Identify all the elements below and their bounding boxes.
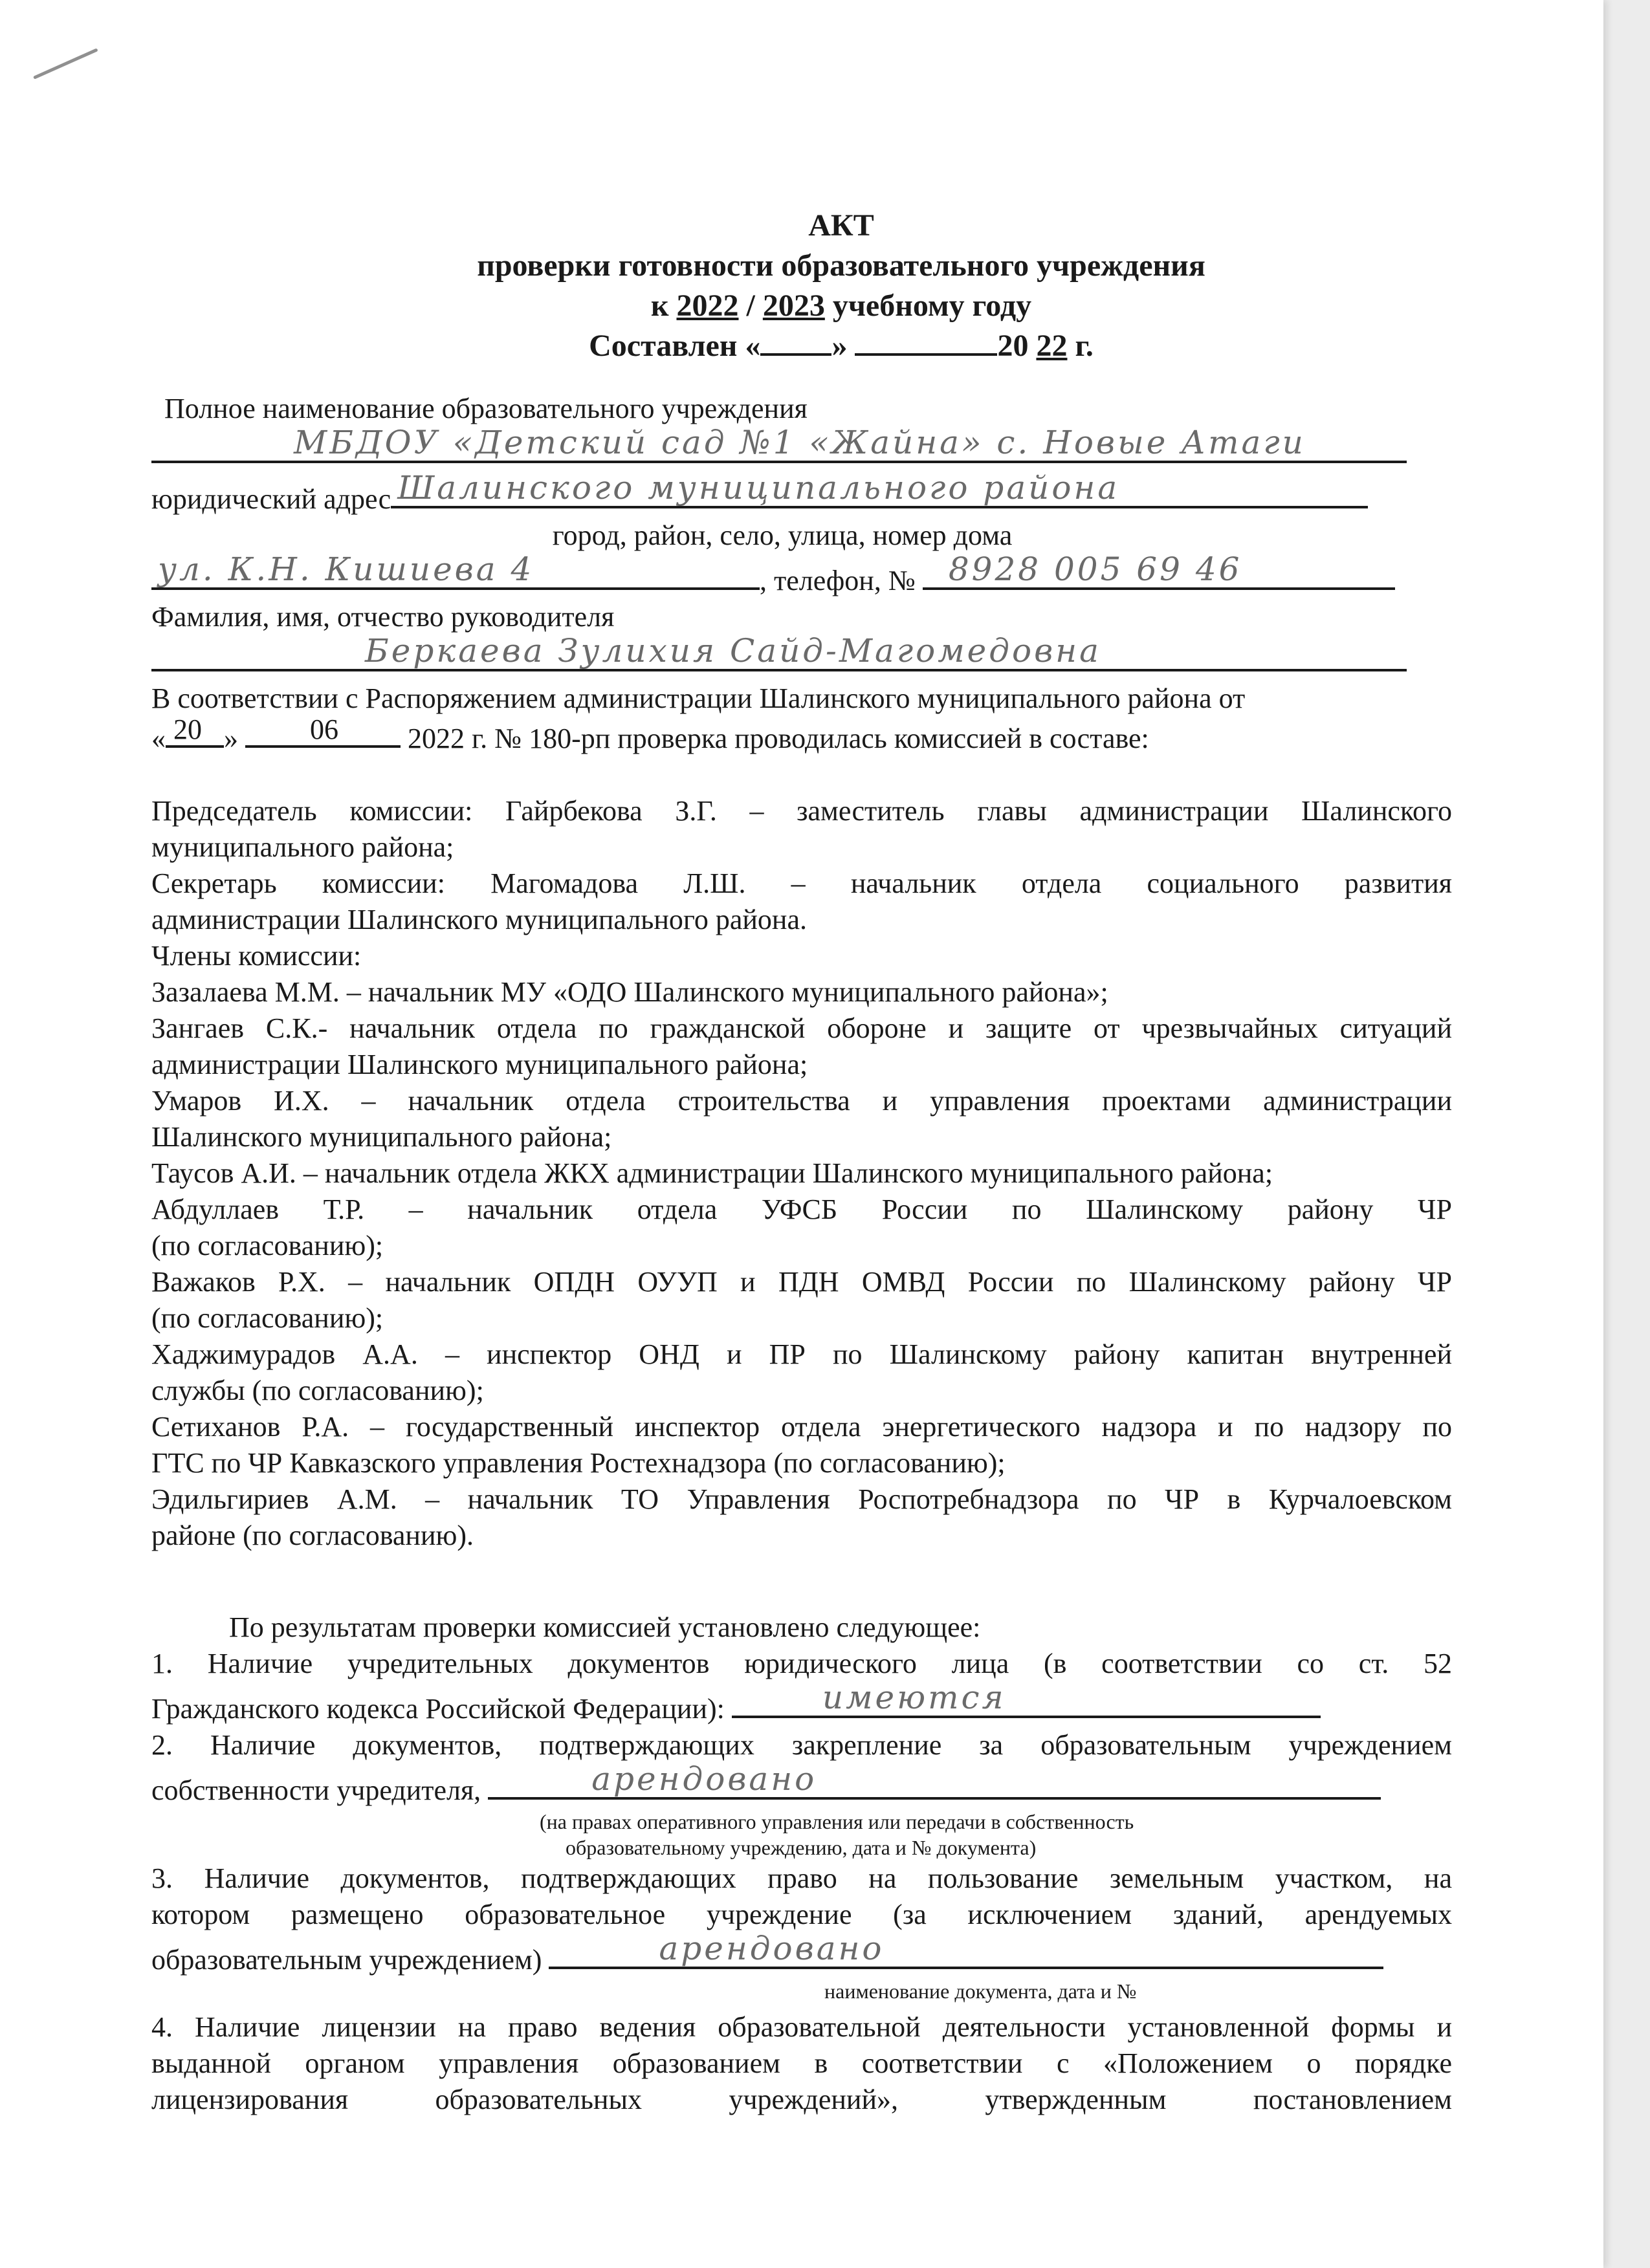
commission-line: (по согласованию);	[151, 1230, 384, 1261]
commission-line: Члены комиссии:	[151, 940, 362, 972]
results-intro: По результатам проверки комиссией установлено следующее:	[229, 1611, 981, 1643]
year-suffix: учебному году	[832, 289, 1032, 323]
item2-value: арендовано	[591, 1760, 817, 1798]
street-phone-row	[151, 551, 1452, 599]
item3-line3: образовательным учреждением)	[151, 1944, 542, 1976]
commission-line: районе (по согласованию).	[151, 1520, 474, 1551]
compiled-date-line	[362, 326, 1320, 366]
compiled-label: Составлен «	[589, 329, 761, 363]
item3-value: арендовано	[659, 1930, 885, 1967]
phone-label: , телефон, №	[760, 565, 916, 596]
order-line-1: В соответствии с Распоряжением администрации Шалинского муниципального района от	[151, 682, 1246, 714]
institution-field[interactable]	[151, 424, 1407, 463]
institution-row	[151, 424, 1452, 472]
item1-line2-row	[151, 1679, 1452, 1727]
compiled-day-blank[interactable]	[760, 326, 831, 356]
document-body	[151, 391, 1452, 2118]
item1-value: имеются	[822, 1679, 1006, 1716]
order-month: 06	[310, 714, 338, 745]
phone-value: 8928 005 69 46	[948, 551, 1242, 588]
commission-list	[151, 793, 1452, 1554]
item2-line2: собственности учредителя,	[151, 1774, 481, 1806]
compiled-quote: »	[831, 329, 848, 363]
year-prefix: к	[650, 289, 669, 323]
item2-field[interactable]	[488, 1760, 1381, 1800]
item2-hint-2: образовательному учреждению, дата и № документа)	[566, 1836, 1037, 1859]
commission-line: ГТС по ЧР Кавказского управления Ростехнадзора (по согласованию);	[151, 1447, 1006, 1479]
item4-line1: 4. Наличие лицензии на право ведения образовательной деятельности установленной формы и	[151, 2011, 1452, 2043]
commission-line: Эдильгириев А.М. – начальник ТО Управления Роспотребнадзора по ЧР в Курчалоевском	[151, 1483, 1452, 1515]
commission-line: (по согласованию);	[151, 1302, 384, 1334]
item1-field[interactable]	[732, 1679, 1321, 1718]
street-field[interactable]	[151, 551, 760, 590]
item2-line2-row	[151, 1760, 1452, 1809]
item1-line1: 1. Наличие учредительных документов юридического лица (в соответствии со ст. 52	[151, 1648, 1452, 1679]
year-to: 2023	[762, 289, 825, 323]
document-subtitle: проверки готовности образовательного учреждения	[477, 248, 1205, 283]
head-row	[151, 632, 1452, 681]
compiled-year-prefix: 20	[997, 329, 1029, 363]
compiled-year-end: г.	[1075, 329, 1094, 363]
institution-value: МБДОУ «Детский сад №1 «Жайна» с. Новые Атаги	[294, 424, 1306, 461]
pen-mark	[33, 48, 98, 79]
commission-line: Зангаев С.К.- начальник отдела по гражданской обороне и защите от чрезвычайных ситуаций	[151, 1012, 1452, 1044]
order-quote-close: »	[224, 723, 238, 754]
document-header	[362, 206, 1320, 366]
spacer	[151, 757, 1452, 793]
commission-line: Важаков Р.Х. – начальник ОПДН ОУУП и ПДН ОМВД России по Шалинскому району ЧР	[151, 1266, 1452, 1298]
commission-line: муниципального района;	[151, 831, 454, 863]
item2-line1: 2. Наличие документов, подтверждающих закрепление за образовательным учреждением	[151, 1729, 1452, 1761]
commission-line: Председатель комиссии: Гайрбекова З.Г. – заместитель главы администрации Шалинского	[151, 795, 1452, 827]
spacer	[151, 1554, 1452, 1609]
commission-line: Хаджимурадов А.А. – инспектор ОНД и ПР по Шалинскому району капитан внутренней	[151, 1338, 1452, 1370]
item3-line1: 3. Наличие документов, подтверждающих право на пользование земельным участком, на	[151, 1862, 1452, 1894]
commission-line: Зазалаева М.М. – начальник МУ «ОДО Шалинского муниципального района»;	[151, 976, 1108, 1008]
school-year-line	[362, 286, 1320, 326]
item3-field[interactable]	[549, 1930, 1383, 1969]
commission-line: Абдуллаев Т.Р. – начальник отдела УФСБ России по Шалинскому району ЧР	[151, 1194, 1452, 1225]
institution-label: Полное наименование образовательного учреждения	[164, 393, 808, 424]
order-rest: 2022 г. № 180-рп проверка проводилась комиссией в составе:	[408, 723, 1149, 754]
head-field[interactable]	[151, 632, 1407, 671]
commission-line: администрации Шалинского муниципального района;	[151, 1049, 808, 1080]
compiled-year-suffix: 22	[1036, 329, 1068, 363]
commission-line: Сетиханов Р.А. – государственный инспектор отдела энергетического надзора и по надзору по	[151, 1411, 1452, 1443]
head-value: Беркаева Зулихия Сайд-Магомедовна	[365, 632, 1101, 670]
item4-line3: лицензирования образовательных учреждений», утвержденным постановлением	[151, 2084, 1452, 2115]
street-value: ул. К.Н. Кишиева 4	[158, 551, 534, 588]
order-month-field[interactable]	[245, 714, 401, 748]
legal-address-label: юридический адрес	[151, 483, 391, 515]
item3-line3-row	[151, 1930, 1452, 1978]
commission-line: Шалинского муниципального района;	[151, 1121, 612, 1153]
commission-line: Таусов А.И. – начальник отдела ЖКХ администрации Шалинского муниципального района;	[151, 1157, 1273, 1189]
order-quote-open: «	[151, 723, 166, 754]
compiled-month-blank[interactable]	[855, 326, 997, 356]
order-day-field[interactable]	[166, 714, 224, 748]
commission-line: Умаров И.Х. – начальник отдела строительства и управления проектами администрации	[151, 1085, 1452, 1117]
item1-line2: Гражданского кодекса Российской Федерации):	[151, 1693, 725, 1725]
item3-hint: наименование документа, дата и №	[824, 1979, 1137, 2003]
order-day: 20	[173, 714, 202, 745]
legal-address-field[interactable]	[391, 469, 1368, 508]
commission-line: Секретарь комиссии: Магомадова Л.Ш. – начальник отдела социального развития	[151, 867, 1452, 899]
year-from: 2022	[676, 289, 739, 323]
document-title: АКТ	[808, 208, 874, 243]
order-line-2	[151, 714, 1452, 757]
legal-address-value: Шалинского муниципального района	[397, 469, 1120, 507]
phone-field[interactable]	[923, 551, 1395, 590]
address-hint: город, район, село, улица, номер дома	[552, 519, 1013, 551]
item2-hint-1: (на правах оперативного управления или передачи в собственность	[540, 1810, 1134, 1833]
legal-address-row	[151, 469, 1452, 518]
item3-line2: котором размещено образовательное учреждение (за исключением зданий, арендуемых	[151, 1899, 1452, 1930]
item4-line2: выданной органом управления образованием в соответствии с «Положением о порядке	[151, 2047, 1452, 2079]
year-separator: /	[746, 289, 755, 323]
head-label: Фамилия, имя, отчество руководителя	[151, 601, 615, 633]
commission-line: администрации Шалинского муниципального района.	[151, 904, 808, 935]
commission-line: службы (по согласованию);	[151, 1375, 484, 1406]
